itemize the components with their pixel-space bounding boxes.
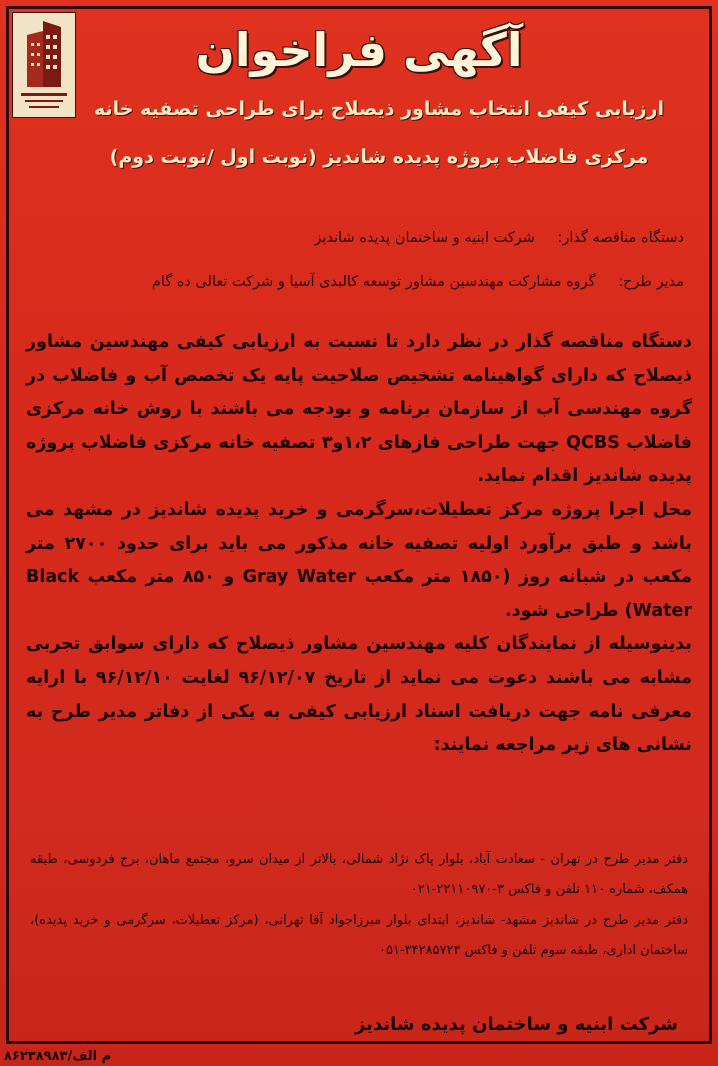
ad-code: ۸۶۲۳۸۹۸۳/م الف (4, 1049, 112, 1064)
body-paragraph-2: محل اجرا پروژه مرکز تعطیلات،سرگرمی و خرید پدیده شاندیز در مشهد می باشد و طبق برآورد اولیه تصفیه خانه مذکور می باید برای حدود ۲۷۰۰ متر مکعب در شبانه روز (۱۸۵۰ متر مکعب Gray Water و ۸۵۰ متر مکعب Black Water) طراحی شود. (26, 499, 692, 621)
building-logo-icon (13, 13, 75, 117)
ad-body (26, 326, 692, 763)
project-manager-label: مدیر طرح: (618, 274, 684, 290)
tender-authority-value: شرکت ابنیه و ساختمان پدیده شاندیز (314, 230, 535, 246)
address-tehran: دفتر مدیر طرح در تهران - سعادت آباد، بلوار پاک نژاد شمالی، بالاتر از میدان سرو، مجتمع ماهان، برج فردوسی، طبقه همکف، شماره ۱۱۰ تلفن و فاکس ۳-۲۲۱۱۰۹۷۰-۰۲۱ (30, 852, 688, 897)
address-mashhad: دفتر مدیر طرح در شاندیز مشهد- شاندیز، ابتدای بلوار میرزاجواد آقا تهرانی، (مرکز تعطیلات، سرگرمی و خرید پدیده)، ساختمان اداری، طبقه سوم تلفن و فاکس ۳۴۲۸۵۷۲۳-۰۵۱ (30, 913, 688, 958)
project-manager-value: گروه مشارکت مهندسین مشاور توسعه کالبدی آسیا و شرکت تعالی ده گام (151, 274, 596, 290)
ad-subtitle-line2: مرکزی فاضلاب پروژه پدیده شاندیز (نوبت اول /نوبت دوم) (109, 146, 649, 168)
project-manager-row (30, 274, 684, 290)
company-logo (12, 12, 76, 118)
tender-authority-label: دستگاه مناقصه گذار: (557, 230, 684, 246)
tender-authority-row (30, 230, 684, 246)
ad-subtitle-line1: ارزیابی کیفی انتخاب مشاور ذیصلاح برای طراحی تصفیه خانه (94, 98, 664, 120)
body-paragraph-1: دستگاه مناقصه گذار در نظر دارد تا نسبت به ارزیابی کیفی مهندسین مشاور ذیصلاح که دارای گواهینامه تشخیص صلاحیت پایه یک تخصص آب و فاضلاب در گروه مهندسی آب از سازمان برنامه و بودجه می باشند با روش خانه مرکزی فاضلاب QCBS جهت طراحی فازهای ۱،۲و۳ تصفیه خانه مرکزی فاضلاب پروژه پدیده شاندیز اقدام نماید. (26, 332, 693, 487)
addresses-section (30, 845, 688, 967)
body-paragraph-3: بدینوسیله از نمایندگان کلیه مهندسین مشاور ذیصلاح که دارای سوابق تجربی مشابه می باشند دعوت می نماید از تاریخ ۹۶/۱۲/۰۷ لغایت ۹۶/۱۲/۱۰ با ارایه معرفی نامه جهت دریافت اسناد ارزیابی کیفی به یکی از دفاتر مدیر طرح به نشانی های زیر مراجعه نمایند: (26, 634, 692, 756)
ad-title: آگهی فراخوان (195, 23, 523, 77)
issuer-signature: شرکت ابنیه و ساختمان پدیده شاندیز (355, 1014, 678, 1035)
